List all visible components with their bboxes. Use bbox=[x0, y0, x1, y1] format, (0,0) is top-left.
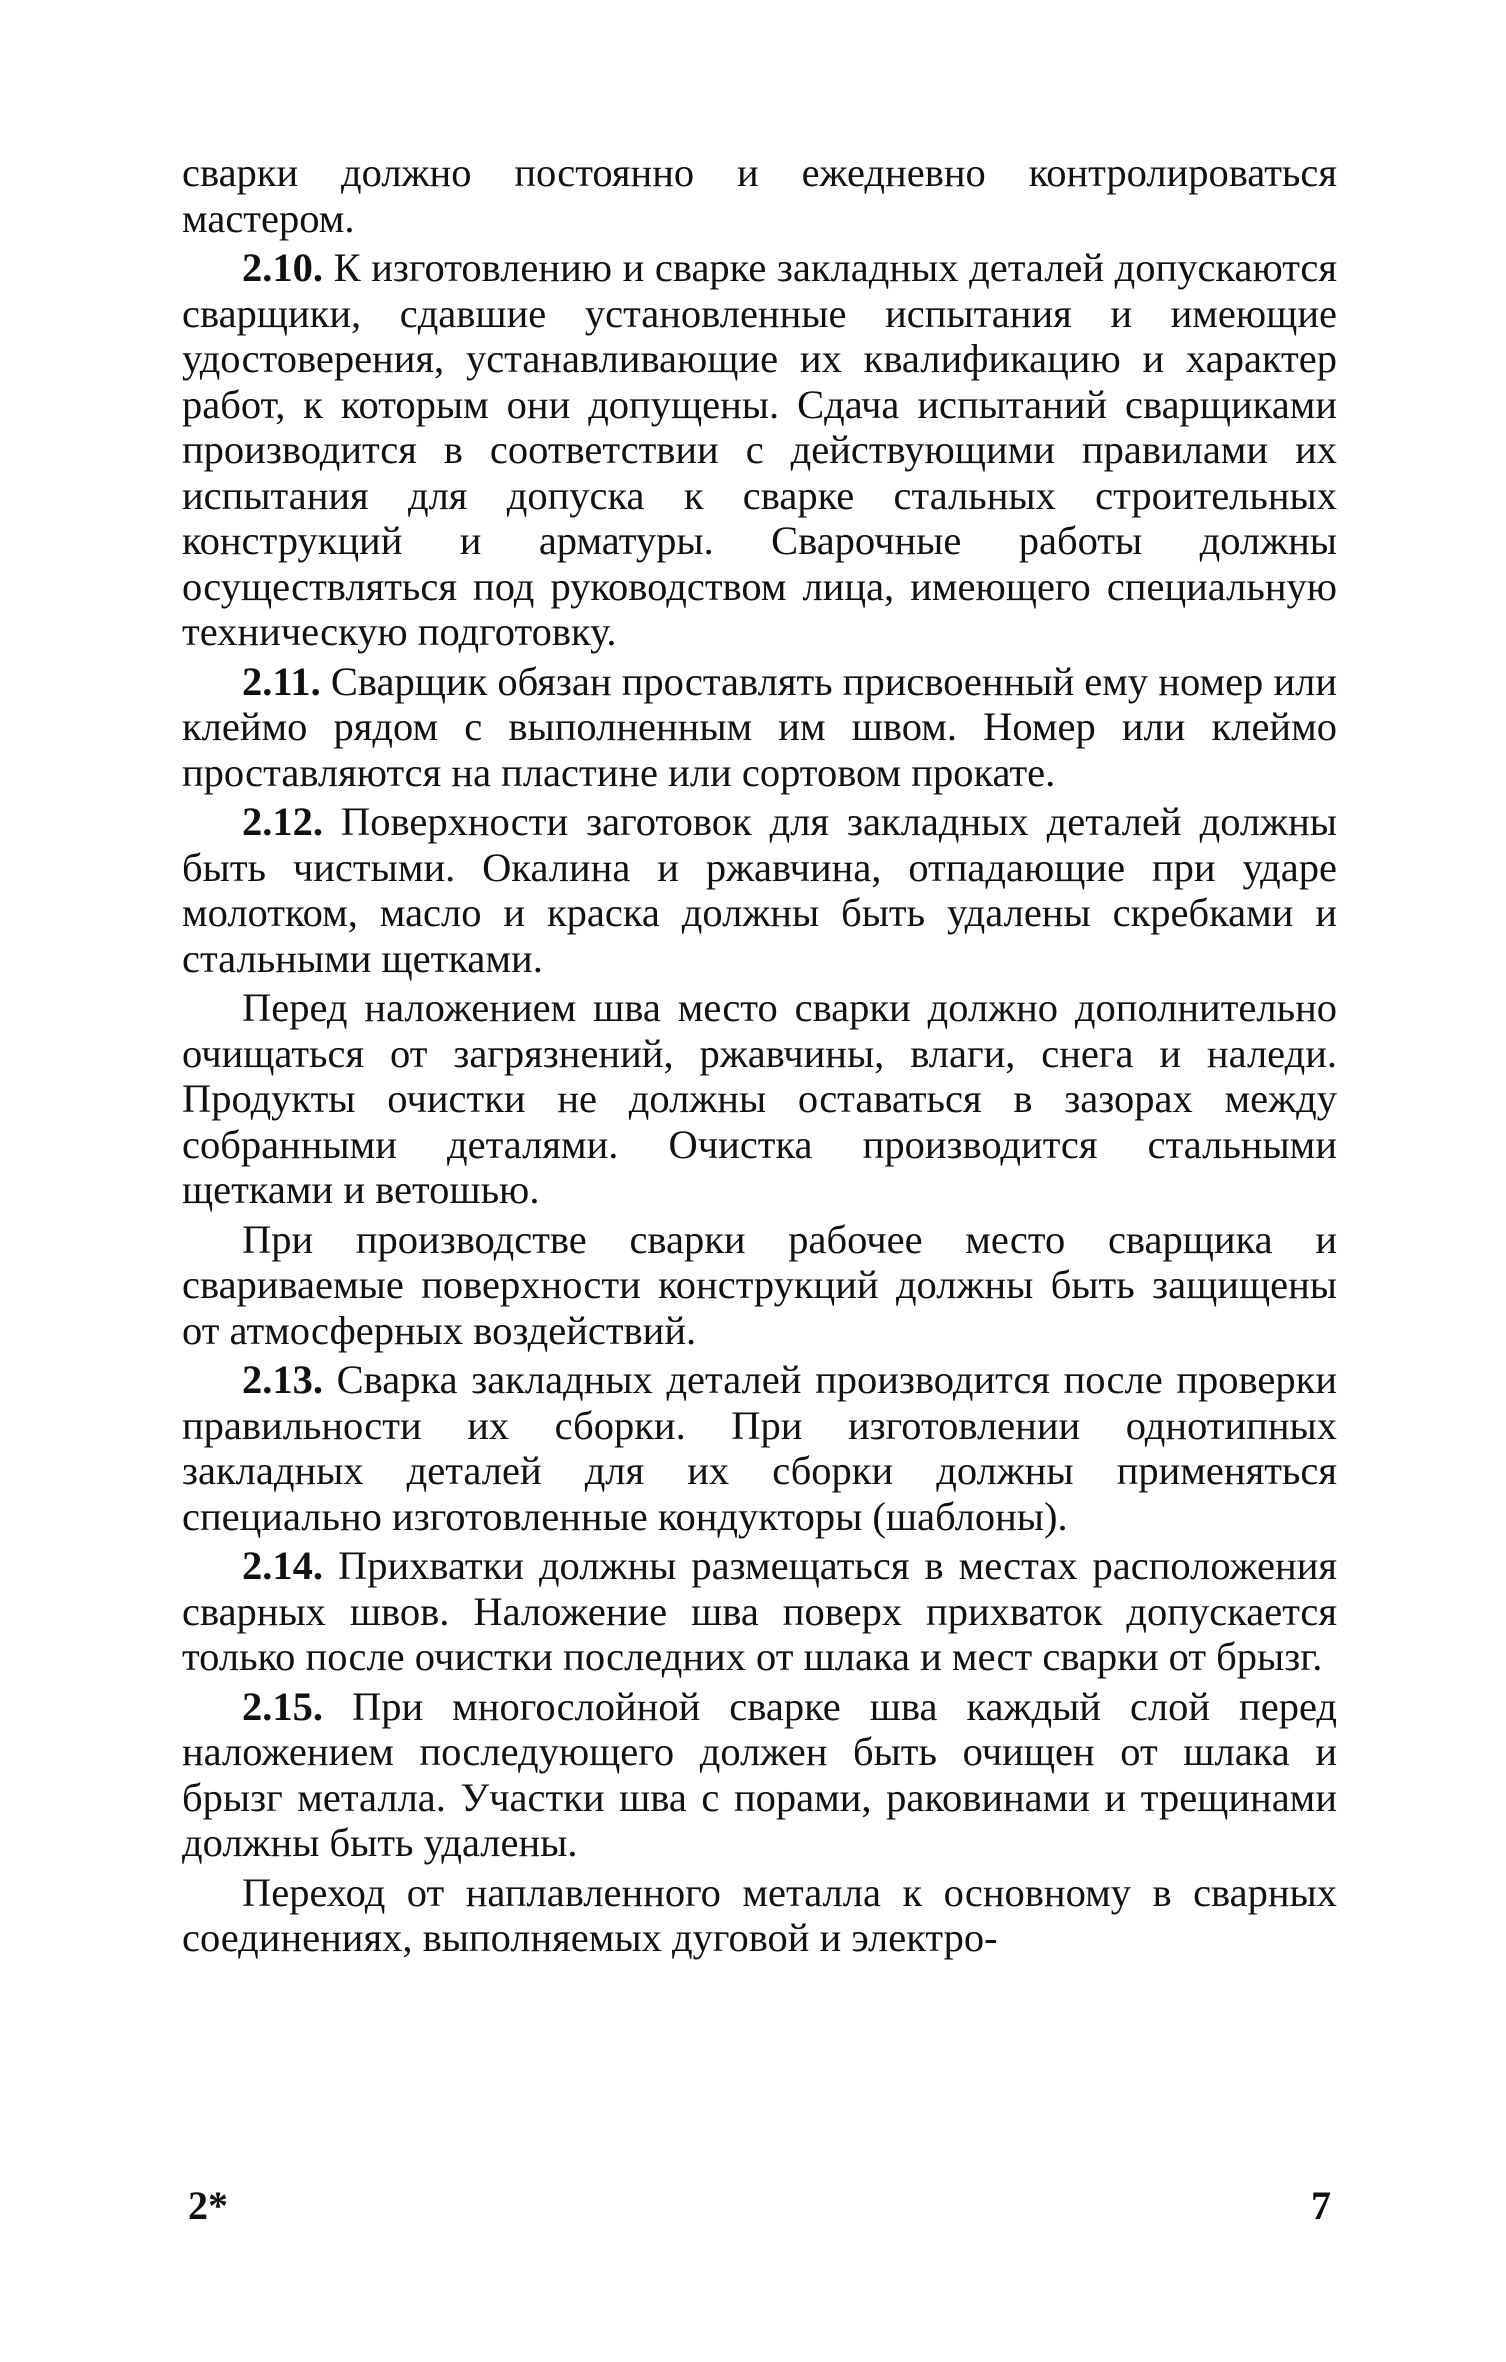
paragraph-2-15 bbox=[182, 1684, 1337, 1866]
paragraph-text: При производстве сварки рабочее место сварщика и свариваемые поверхности конструкций должны быть защищены от атмосферных воздействий. bbox=[182, 1216, 1337, 1353]
paragraph-continuation bbox=[182, 150, 1337, 241]
paragraph-text: Поверхности заготовок для закладных деталей должны быть чистыми. Окалина и ржавчина, отпадающие при ударе молотком, масло и краска должны быть удалены скребками и стальными щетками. bbox=[182, 799, 1337, 981]
paragraph-2-13 bbox=[182, 1357, 1337, 1539]
paragraph-2-10 bbox=[182, 245, 1337, 655]
signature-mark: 2* bbox=[188, 2183, 228, 2228]
paragraph-text: Перед наложением шва место сварки должно дополнительно очищаться от загрязнений, ржавчины, влаги, снега и наледи. Продукты очистки не должны оставаться в зазорах между собранными деталями. Очистка производится стальными щетками и ветошью. bbox=[182, 985, 1337, 1212]
page-number: 7 bbox=[1311, 2183, 1331, 2228]
paragraph-text: Сварка закладных деталей производится после проверки правильности их сборки. При изготовлении однотипных закладных деталей для их сборки должны применяться специально изготовленные кондукторы (шаблоны). bbox=[182, 1357, 1337, 1539]
clause-number: 2.10. bbox=[242, 245, 323, 290]
paragraph-2-11 bbox=[182, 659, 1337, 796]
paragraph-2-12-cleaning bbox=[182, 985, 1337, 1213]
clause-number: 2.11. bbox=[242, 658, 321, 704]
clause-number: 2.15. bbox=[242, 1683, 323, 1729]
paragraph-text: Переход от наплавленного металла к основному в сварных соединениях, выполняемых дуговой и электро- bbox=[182, 1869, 1337, 1960]
clause-number: 2.13. bbox=[242, 1357, 323, 1402]
paragraph-text: Сварщик обязан проставлять присвоенный ему номер или клеймо рядом с выполненным им швом. Номер или клеймо проставляются на пластине или сортовом прокате. bbox=[182, 658, 1337, 795]
paragraph-text: Прихватки должны размещаться в местах расположения сварных швов. Наложение шва поверх прихваток допускается только после очистки последних от шлака и мест сварки от брызг. bbox=[182, 1543, 1337, 1679]
clause-number: 2.14. bbox=[242, 1543, 323, 1588]
document-body bbox=[182, 150, 1337, 1965]
clause-number: 2.12. bbox=[242, 799, 323, 844]
paragraph-text: К изготовлению и сварке закладных деталей допускаются сварщики, сдавшие установленные испытания и имеющие удостоверения, устанавливающие их квалификацию и характер работ, к которым они допущены. Сдача испытаний сварщиками производится в соответствии с действующими правилами их испытания для допуска к сварке стальных строительных конструкций и арматуры. Сварочные работы должны осуществляться под руководством лица, имеющего специальную техническую подготовку. bbox=[182, 245, 1337, 654]
paragraph-2-12 bbox=[182, 799, 1337, 981]
page-footer bbox=[182, 2182, 1337, 2242]
paragraph-text: сварки должно постоянно и ежедневно контролироваться мастером. bbox=[182, 150, 1337, 241]
paragraph-2-12-protection bbox=[182, 1217, 1337, 1354]
paragraph-text: При многослойной сварке шва каждый слой перед наложением последующего должен быть очищен от шлака и брызг металла. Участки шва с порами, раковинами и трещинами должны быть удалены. bbox=[182, 1683, 1337, 1865]
paragraph-2-14 bbox=[182, 1543, 1337, 1680]
paragraph-2-15-transition bbox=[182, 1870, 1337, 1961]
